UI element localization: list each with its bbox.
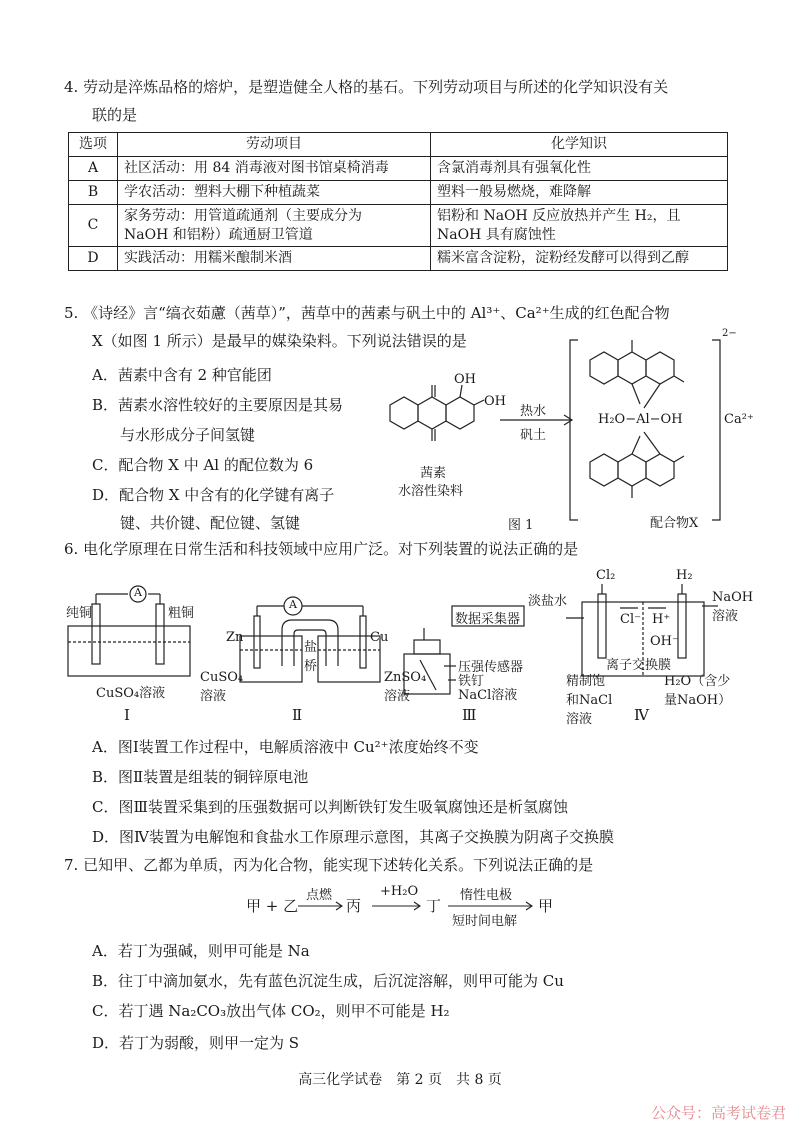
scheme-end: 甲 [538, 897, 554, 915]
reagent-bottom: 矾土 [520, 428, 547, 443]
q5-stem-line1: 5. 《诗经》言“缟衣茹藘（茜草）”，茜草中的茜素与矾土中的 Al³⁺、Ca²⁺生成的红色配合物 [64, 304, 670, 322]
fig4-inlet-bottom-left: 精制饱和NaCl溶液 [566, 674, 613, 727]
scheme-arrow3-top: 惰性电极 [460, 888, 513, 903]
table-header-labor: 劳动项目 [118, 133, 431, 157]
q4-stem-line1: 4. 劳动是淬炼品格的熔炉，是塑造健全人格的基石。下列劳动项目与所述的化学知识没有关 [64, 78, 669, 96]
scheme-arrow1-label: 点燃 [306, 888, 333, 903]
fig3-label: Ⅲ [462, 706, 477, 724]
page-footer: 高三化学试卷 第 2 页 共 8 页 [298, 1072, 502, 1088]
fig4-inlet-left: 淡盐水 [528, 594, 568, 609]
q6-stem: 6. 电化学原理在日常生活和科技领域中应用广泛。对下列装置的说法正确的是 [64, 540, 579, 558]
fig4-h2: H₂ [676, 568, 693, 583]
q6-option-a: A．图Ⅰ装置工作过程中，电解质溶液中 Cu²⁺浓度始终不变 [92, 738, 479, 756]
table-header-option: 选项 [69, 133, 118, 157]
fig4-cl-ion: Cl⁻ [620, 612, 641, 627]
alizarin-oh-1: OH [454, 372, 476, 387]
table-row: D 实践活动：用糯米酿制米酒 糯米富含淀粉，淀粉经发酵可以得到乙醇 [69, 247, 728, 271]
alizarin-desc: 水溶性染料 [398, 484, 464, 499]
q5-option-a: A．茜素中含有 2 种官能团 [92, 366, 272, 384]
q5-option-b-line2: 与水形成分子间氢键 [120, 426, 256, 444]
scheme-start: 甲 + 乙 [246, 897, 299, 915]
table-row: A 社区活动：用 84 消毒液对图书馆桌椅消毒 含氯消毒剂具有强氧化性 [69, 156, 728, 180]
fig4-oh-ion: OH⁻ [650, 634, 679, 649]
scheme-mid2: 丁 [426, 897, 442, 915]
complex-cation: Ca²⁺ [724, 412, 754, 427]
q6-option-c: C．图Ⅲ装置采集到的压强数据可以判断铁钉发生吸氧腐蚀还是析氢腐蚀 [92, 798, 568, 816]
fig4-inlet-bottom-right: H₂O（含少量NaOH） [664, 674, 732, 708]
fig1-left-electrode: 纯铜 [66, 606, 93, 621]
scheme-mid1: 丙 [346, 897, 362, 915]
fig1-right-electrode: 粗铜 [168, 606, 195, 621]
fig2-left-solution: CuSO₄溶液 [200, 670, 244, 704]
q5-option-d-line1: D．配合物 X 中含有的化学键有离子 [92, 486, 335, 504]
fig3-solution: NaCl溶液 [458, 688, 518, 703]
q6-option-d: D．图Ⅳ装置为电解饱和食盐水工作原理示意图，其离子交换膜为阴离子交换膜 [92, 828, 615, 846]
fig4-h-ion: H⁺ [652, 612, 671, 627]
fig3-collector: 数据采集器 [455, 612, 521, 627]
table-row: B 学农活动：塑料大棚下种植蔬菜 塑料一般易燃烧，难降解 [69, 180, 728, 204]
fig2-salt-bridge: 盐桥 [304, 640, 318, 674]
q7-stem: 7. 已知甲、乙都为单质，丙为化合物，能实现下述转化关系。下列说法正确的是 [64, 856, 594, 874]
fig2-cu: Cu [370, 630, 389, 645]
table-row: C 家务劳动：用管道疏通剂（主要成分为 NaOH 和铝粉）疏通厨卫管道 铝粉和 NaOH 反应放热并产生 H₂，且 NaOH 具有腐蚀性 [69, 204, 728, 247]
figure-1-label: 图 1 [508, 518, 534, 533]
complex-center: H₂O−Al−OH [598, 412, 683, 427]
alizarin-name: 茜素 [420, 466, 447, 481]
q7-option-d: D．若丁为弱酸，则甲一定为 S [92, 1034, 300, 1052]
fig4-membrane: 离子交换膜 [606, 658, 672, 673]
alizarin-oh-2: OH [484, 394, 506, 409]
fig2-ammeter: A [289, 598, 297, 611]
fig1-solution: CuSO₄溶液 [96, 686, 166, 701]
fig1-ammeter: A [134, 586, 142, 599]
q4-number: 4. [64, 78, 79, 96]
fig3-nail: 铁钉 [458, 674, 485, 689]
q5-option-b-line1: B．茜素水溶性较好的主要原因是其易 [92, 396, 344, 414]
q5-stem-line2: X（如图 1 所示）是最早的媒染染料。下列说法错误的是 [92, 332, 467, 350]
complex-charge: 2− [722, 328, 737, 339]
q5-number: 5. [64, 304, 79, 322]
q7-option-b: B．往丁中滴加氨水，先有蓝色沉淀生成，后沉淀溶解，则甲可能为 Cu [92, 972, 564, 990]
q6-number: 6. [64, 540, 79, 558]
fig4-outlet-right: NaOH溶液 [712, 590, 754, 624]
table-header-knowledge: 化学知识 [431, 133, 728, 157]
fig1-label: Ⅰ [124, 706, 130, 724]
fig4-cl2: Cl₂ [596, 568, 616, 583]
q7-number: 7. [64, 856, 79, 874]
q5-option-d-line2: 键、共价键、配位键、氢键 [120, 514, 301, 532]
q7-option-c: C．若丁遇 Na₂CO₃放出气体 CO₂，则甲不可能是 H₂ [92, 1002, 450, 1020]
reagent-top: 热水 [520, 404, 547, 419]
q4-stem-line2: 联的是 [92, 106, 138, 124]
watermark: 公众号：高考试卷君 [650, 1104, 786, 1122]
fig2-right-solution: ZnSO₄溶液 [384, 670, 427, 704]
q7-option-a: A．若丁为强碱，则甲可能是 Na [92, 942, 310, 960]
scheme-arrow2-label: +H₂O [380, 884, 419, 899]
fig2-zn: Zn [226, 630, 244, 645]
q5-option-c: C．配合物 X 中 Al 的配位数为 6 [92, 456, 314, 474]
complex-name: 配合物X [650, 516, 699, 531]
fig2-label: Ⅱ [292, 706, 303, 724]
fig4-label: Ⅳ [634, 706, 649, 724]
fig3-sensor: 压强传感器 [458, 660, 524, 675]
scheme-arrow3-bottom: 短时间电解 [452, 914, 518, 929]
q6-option-b: B．图Ⅱ装置是组装的铜锌原电池 [92, 768, 309, 786]
